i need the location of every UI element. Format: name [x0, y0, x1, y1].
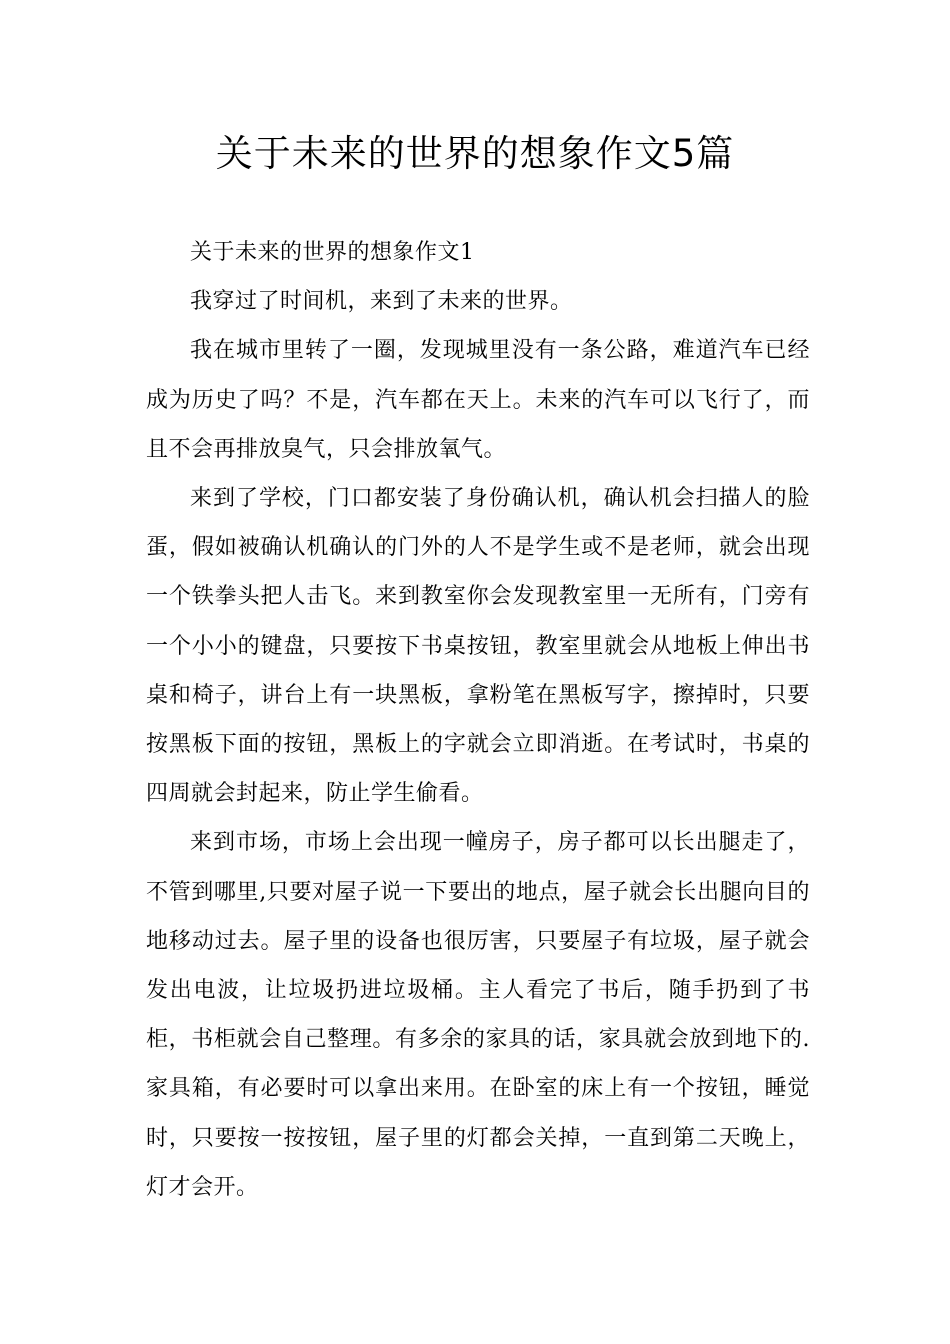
section-heading: 关于未来的世界的想象作文1: [190, 240, 475, 265]
paragraph: 来到了学校，门口都安装了身份确认机，确认机会扫描人的脸蛋，假如被确认机确认的门外的人不是学生或不是老师，就会出现一个铁拳头把人击飞。来到教室你会发现教室里一无所有，门旁有一个小小的键盘，只要按下书桌按钮，教室里就会从地板上伸出书桌和椅子，讲台上有一块黑板，拿粉笔在黑板写字，擦掉时，只要按黑板下面的按钮，黑板上的字就会立即消逝。在考试时，书桌的四周就会封起来，防止学生偷看。: [146, 486, 810, 807]
document-title: 关于未来的世界的想象作文5篇: [215, 132, 735, 175]
document-body: [146, 228, 810, 1212]
paragraph: 来到市场，市场上会出现一幢房子，房子都可以长出腿走了，不管到哪里,只要对屋子说一下要出的地点，屋子就会长出腿向目的地移动过去。屋子里的设备也很厉害，只要屋子有垃圾，屋子就会发出电波，让垃圾扔进垃圾桶。主人看完了书后，随手扔到了书柜，书柜就会自己整理。有多余的家具的话，家具就会放到地下的.家具箱，有必要时可以拿出来用。在卧室的床上有一个按钮，睡觉时，只要按一按按钮，屋子里的灯都会关掉，一直到第二天晚上，灯才会开。: [146, 830, 810, 1200]
paragraph: 我在城市里转了一圈，发现城里没有一条公路，难道汽车已经成为历史了吗？不是，汽车都在天上。未来的汽车可以飞行了，而且不会再排放臭气，只会排放氧气。: [146, 338, 810, 462]
paragraph: 我穿过了时间机，来到了未来的世界。: [190, 289, 573, 315]
